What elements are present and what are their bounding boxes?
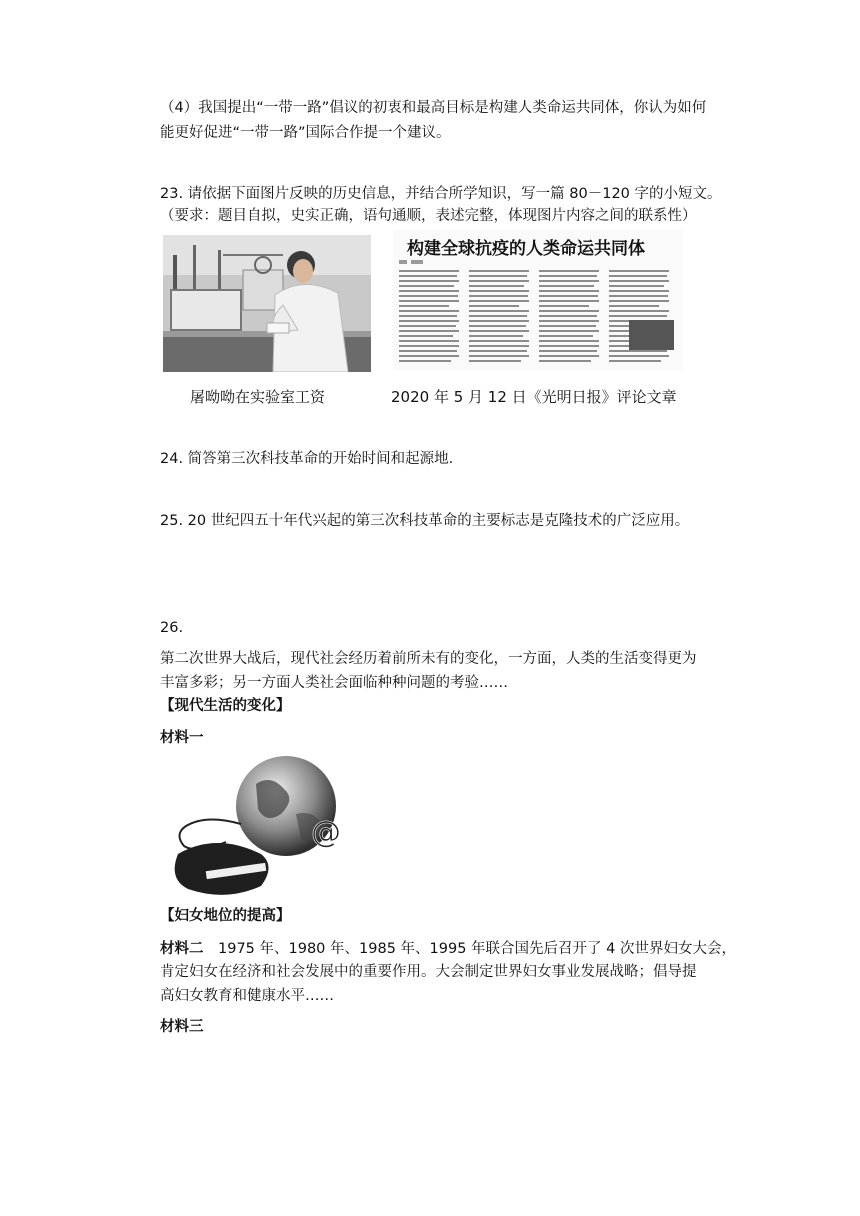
q25-text: 25. 20 世纪四五十年代兴起的第三次科技革命的主要标志是克隆技术的广泛应用。 [160, 513, 690, 529]
section-heading-modern-life: 【现代生活的变化】 [160, 698, 291, 714]
photo-caption: 屠呦呦在实验室工资 [190, 388, 326, 406]
material2-line1 [160, 938, 736, 960]
q26-intro-line1: 第二次世界大战后，现代社会经历着前所未有的变化，一方面，人类的生活变得更为 [160, 651, 697, 667]
material2-label: 材料二 [160, 941, 204, 957]
q23-prompt-line2: （要求：题目自拟，史实正确，语句通顺，表述完整，体现图片内容之间的联系性） [160, 208, 697, 224]
material2-line3: 高妇女教育和健康水平…… [160, 988, 334, 1004]
q22-part4-line2: 能更好促进“一带一路”国际合作提一个建议。 [160, 125, 451, 141]
scientist-lab-photo [163, 235, 371, 372]
q23-prompt-line1: 23. 请依据下面图片反映的历史信息，并结合所学知识，写一篇 80－120 字的小短文。 [160, 186, 722, 202]
svg-text:@: @ [311, 815, 341, 850]
newspaper-clipping [393, 230, 683, 370]
material3-label: 材料三 [160, 1019, 204, 1035]
newspaper-caption: 2020 年 5 月 12 日《光明日报》评论文章 [391, 388, 677, 406]
material2-line2: 肯定妇女在经济和社会发展中的重要作用。大会制定世界妇女事业发展战略；倡导提 [160, 964, 697, 980]
q26-intro-line2: 丰富多彩；另一方面人类社会面临种种问题的考验…… [160, 675, 508, 691]
q26-number: 26. [160, 620, 184, 636]
newspaper-title: 构建全球抗疫的人类命运共同体 [407, 239, 645, 259]
material2-text-line1: 1975 年、1980 年、1985 年、1995 年联合国先后召开了 4 次世界妇女大会， [218, 941, 736, 957]
globe-mouse-image [166, 754, 366, 899]
section-heading-women-status: 【妇女地位的提高】 [160, 908, 291, 924]
newspaper-text-columns [399, 260, 679, 368]
q24-text: 24. 简答第三次科技革命的开始时间和起源地. [160, 451, 454, 467]
internet-globe-illustration [166, 754, 366, 899]
lab-photo-illustration [163, 235, 371, 372]
q22-part4-line1: （4）我国提出“一带一路”倡议的初衷和最高目标是构建人类命运共同体，你认为如何 [160, 100, 707, 116]
material1-label: 材料一 [160, 730, 204, 746]
